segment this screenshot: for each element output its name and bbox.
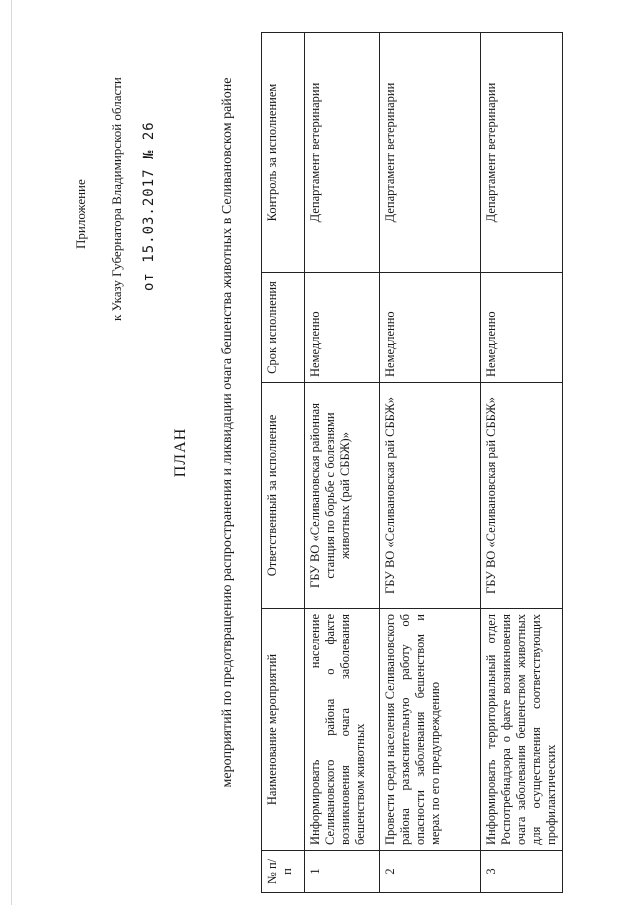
- row-action: Информировать население Селивановского района о факте возникновения очага заболевания бешенством животных: [305, 609, 380, 851]
- header-responsible: Ответственный за исполнение: [262, 383, 305, 609]
- header-action: Наименование мероприятий: [262, 609, 305, 851]
- row-control: Департамент ветеринарии: [380, 33, 481, 273]
- appendix-block: [72, 77, 158, 321]
- appendix-label: Приложение: [73, 179, 88, 249]
- plan-table: [261, 32, 563, 893]
- row-responsible: ГБУ ВО «Селивановская рай СББЖ»: [380, 383, 481, 609]
- row-num: 3: [481, 851, 563, 893]
- row-num: 1: [305, 851, 380, 893]
- header-num: № п/п: [262, 851, 305, 893]
- appendix-decree: к Указу Губернатора Владимирской области: [109, 77, 124, 321]
- page-title: ПЛАН: [172, 427, 189, 478]
- row-num: 2: [380, 851, 481, 893]
- row-deadline: Немедленно: [305, 273, 380, 383]
- table-row: [305, 33, 380, 893]
- appendix-date: от 15.03.2017 № 26: [141, 121, 157, 291]
- header-deadline: Срок исполнения: [262, 273, 305, 383]
- row-deadline: Немедленно: [481, 273, 563, 383]
- row-control: Департамент ветеринарии: [481, 33, 563, 273]
- row-deadline: Немедленно: [380, 273, 481, 383]
- row-responsible: ГБУ ВО «Селивановская районная станция по борьбе с болезнями животных (рай СББЖ)»: [305, 383, 380, 609]
- table-header-row: [262, 33, 305, 893]
- table-row: [481, 33, 563, 893]
- row-action: Информировать территориальный отдел Роспотребнадзора о факте возникновения очага заболевания бешенством животных для осуществления соответствующих профилактических: [481, 609, 563, 851]
- header-control: Контроль за исполнением: [262, 33, 305, 273]
- page-subtitle: мероприятий по предотвращению распространения и ликвидации очага бешенства животных в Селивановском районе: [220, 77, 235, 788]
- table-row: [380, 33, 481, 893]
- row-control: Департамент ветеринарии: [305, 33, 380, 273]
- row-action: Провести среди населения Селивановского района разъяснительную работу об опасности заболевания бешенством и мерах по его предупреждению: [380, 609, 481, 851]
- row-responsible: ГБУ ВО «Селивановская рай СББЖ»: [481, 383, 563, 609]
